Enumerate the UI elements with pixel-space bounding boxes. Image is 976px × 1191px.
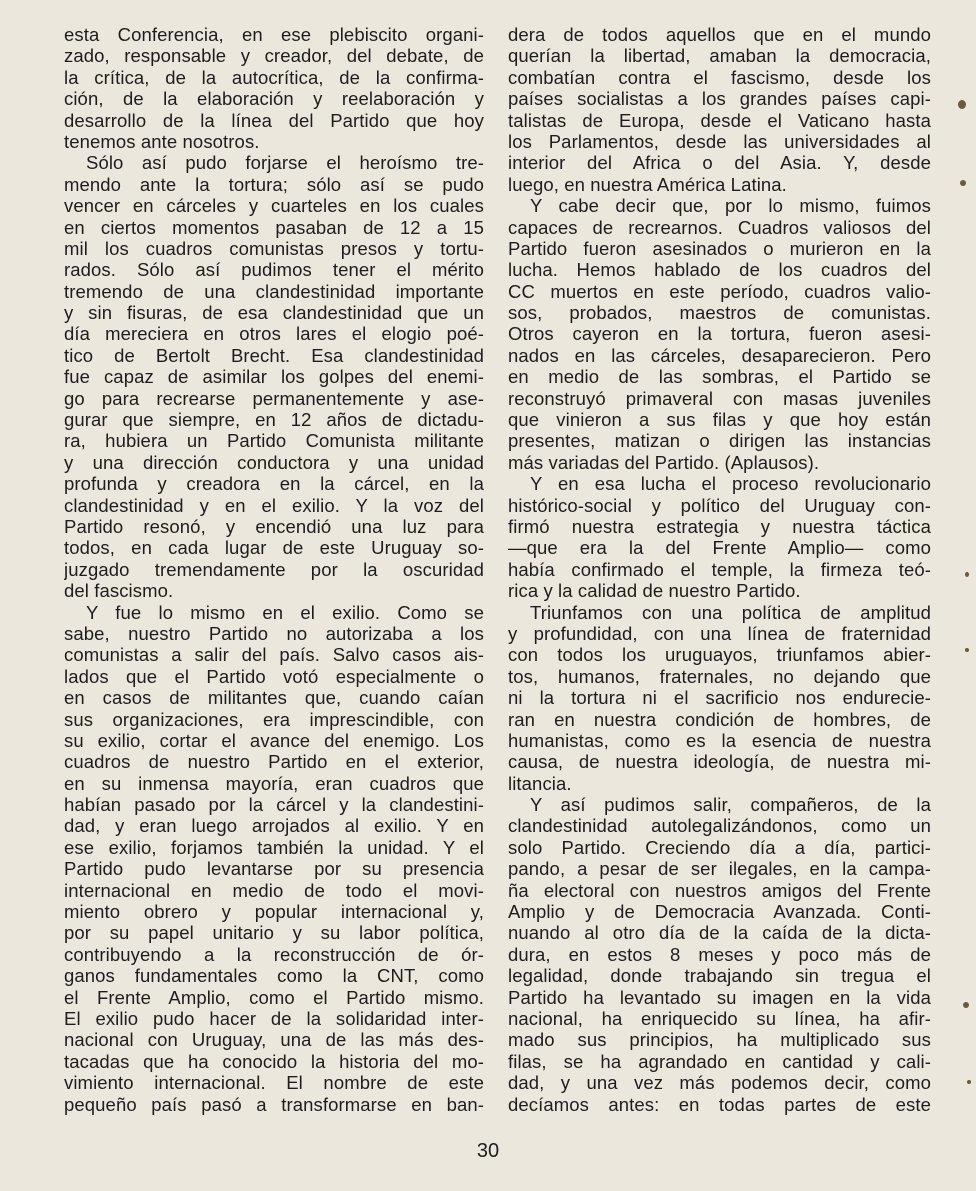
- text-line: talistas de Europa, desde el Vaticano hasta: [508, 109, 931, 131]
- text-line: mil los cuadros comunistas presos y tortu-: [64, 237, 484, 259]
- text-line: solo Partido. Creciendo día a día, partici-: [508, 836, 931, 858]
- text-line: desarrollo de la línea del Partido que hoy: [64, 109, 484, 131]
- text-line: en medio de las sombras, el Partido se: [508, 366, 931, 388]
- text-line: nados en las cárceles, desaparecieron. Pero: [508, 344, 931, 366]
- margin-speck: [967, 1080, 971, 1084]
- text-line: había confirmado el temple, la firmeza teó-: [508, 558, 931, 580]
- text-line: rica y la calidad de nuestro Partido.: [508, 580, 801, 602]
- left-text-column: [64, 24, 484, 1115]
- text-line: causa, de nuestra ideología, de nuestra mi-: [508, 751, 931, 773]
- text-line: dura, en estos 8 meses y poco más de: [508, 943, 931, 965]
- margin-speck: [965, 648, 969, 652]
- text-line: sabe, nuestro Partido no autorizaba a los: [64, 622, 484, 644]
- text-line: vencer en cárceles y cuarteles en los cuales: [64, 195, 484, 217]
- text-line: día mereciera en otros lares el elogio poé-: [64, 323, 484, 345]
- page-number: 30: [476, 1140, 500, 1162]
- text-line: reconstruyó primaveral con masas juveniles: [508, 387, 931, 409]
- text-line: habían pasado por la cárcel y la clandestini-: [64, 794, 484, 816]
- text-line: ra, hubiera un Partido Comunista militante: [64, 430, 484, 452]
- text-line: profunda y creadora en la cárcel, en la: [64, 473, 484, 495]
- text-line: clandestinidad y en el exilio. Y la voz del: [64, 494, 484, 516]
- margin-speck: [960, 180, 966, 186]
- text-line: mado sus principios, ha multiplicado sus: [508, 1029, 931, 1051]
- text-line: Amplio y de Democracia Avanzada. Conti-: [508, 901, 931, 923]
- text-line: nacional, ha enriquecido su línea, ha afir-: [508, 1007, 931, 1029]
- text-line: Y así pudimos salir, compañeros, de la: [530, 794, 931, 816]
- text-line: los Parlamentos, desde las universidades al: [508, 130, 931, 152]
- text-line: —que era la del Frente Amplio— como: [508, 537, 931, 559]
- text-line: tos, humanos, fraternales, no dejando que: [508, 665, 931, 687]
- text-line: en casos de militantes que, cuando caían: [64, 687, 484, 709]
- text-line: gurar que siempre, en 12 años de dictadu-: [64, 409, 484, 431]
- text-line: cuadros de nuestro Partido en el exterior,: [64, 751, 484, 773]
- text-line: internacional en medio de todo el movi-: [64, 879, 484, 901]
- text-line: go para recrearse permanentemente y ase-: [64, 387, 484, 409]
- text-line: juzgado tremendamente por la oscuridad: [64, 558, 484, 580]
- text-line: nuando al otro día de la caída de la dicta-: [508, 922, 931, 944]
- text-line: firmó nuestra estrategia y nuestra táctica: [508, 515, 931, 537]
- text-line: pando, a pesar de ser ilegales, en la campa-: [508, 858, 931, 880]
- text-line: ña electoral con nuestros amigos del Frente: [508, 879, 931, 901]
- text-line: litancia.: [508, 772, 572, 794]
- text-line: Y fue lo mismo en el exilio. Como se: [86, 601, 484, 623]
- text-line: Otros cayeron en la tortura, fueron asesi-: [508, 323, 931, 345]
- text-line: la crítica, de la autocrítica, de la confirma-: [64, 66, 484, 88]
- text-line: ran en nuestra condición de hombres, de: [508, 708, 931, 730]
- text-line: Partido ha levantado su imagen en la vida: [508, 986, 931, 1008]
- text-line: capaces de recrearnos. Cuadros valiosos del: [508, 216, 931, 238]
- text-line: querían la libertad, amaban la democracia,: [508, 45, 931, 67]
- text-line: El exilio pudo hacer de la solidaridad inter-: [64, 1007, 484, 1029]
- text-line: mendo ante la tortura; sólo así se pudo: [64, 173, 484, 195]
- text-line: y una dirección conductora y una unidad: [64, 451, 484, 473]
- text-line: zado, responsable y creador, del debate, de: [64, 45, 484, 67]
- text-line: países socialistas a los grandes países capi-: [508, 88, 931, 110]
- margin-speck: [965, 572, 969, 577]
- margin-speck: [963, 1002, 969, 1008]
- text-line: ese exilio, forjamos también la unidad. Y el: [64, 836, 484, 858]
- text-line: miento obrero y popular internacional y,: [64, 901, 484, 923]
- text-line: Sólo así pudo forjarse el heroísmo tre-: [86, 152, 484, 174]
- text-line: tacadas que ha conocido la historia del mo-: [64, 1050, 484, 1072]
- text-line: presentes, matizan o dirigen las instancias: [508, 430, 931, 452]
- text-line: tremendo de una clandestinidad importante: [64, 280, 484, 302]
- text-line: con todos los uruguayos, triunfamos abier-: [508, 644, 931, 666]
- text-line: CC muertos en este período, cuadros valio-: [508, 280, 931, 302]
- text-line: comunistas a salir del país. Salvo casos ais-: [64, 644, 484, 666]
- text-line: Partido fueron asesinados o murieron en la: [508, 237, 931, 259]
- text-line: y sin fisuras, de esa clandestinidad que un: [64, 302, 484, 324]
- text-line: y profundidad, con una línea de fraternidad: [508, 622, 931, 644]
- text-line: tico de Bertolt Brecht. Esa clandestinidad: [64, 344, 484, 366]
- text-line: Y cabe decir que, por lo mismo, fuimos: [530, 195, 931, 217]
- text-line: ción, de la elaboración y reelaboración y: [64, 88, 484, 110]
- text-line: que vinieron a sus filas y que hoy están: [508, 409, 931, 431]
- text-line: combatían contra el fascismo, desde los: [508, 66, 931, 88]
- text-line: contribuyendo a la reconstrucción de ór-: [64, 943, 484, 965]
- text-line: sos, probados, maestros de comunistas.: [508, 302, 931, 324]
- text-line: ni la tortura ni el sacrificio nos endurecie-: [508, 687, 931, 709]
- text-line: sus organizaciones, era imprescindible, con: [64, 708, 484, 730]
- text-line: pequeño país pasó a transformarse en ban-: [64, 1093, 484, 1115]
- text-line: vimiento internacional. El nombre de este: [64, 1072, 484, 1094]
- text-line: humanistas, como es la esencia de nuestra: [508, 729, 931, 751]
- margin-speck: [958, 100, 966, 109]
- text-line: dera de todos aquellos que en el mundo: [508, 24, 931, 45]
- text-line: legalidad, donde trabajando sin tregua el: [508, 965, 931, 987]
- text-line: Partido resonó, y encendió una luz para: [64, 515, 484, 537]
- text-line: ganos fundamentales como la CNT, como: [64, 965, 484, 987]
- text-line: Y en esa lucha el proceso revolucionario: [530, 473, 931, 495]
- text-line: del fascismo.: [64, 580, 174, 602]
- right-text-column: [508, 24, 931, 1115]
- text-line: histórico-social y político del Uruguay con-: [508, 494, 931, 516]
- text-line: interior del Africa o del Asia. Y, desde: [508, 152, 931, 174]
- text-line: lucha. Hemos hablado de los cuadros del: [508, 259, 931, 281]
- text-line: dad, y una vez más podemos decir, como: [508, 1072, 931, 1094]
- text-line: clandestinidad autolegalizándonos, como un: [508, 815, 931, 837]
- text-line: fue capaz de asimilar los golpes del enemi-: [64, 366, 484, 388]
- text-line: en su inmensa mayoría, eran cuadros que: [64, 772, 484, 794]
- text-line: nacional con Uruguay, una de las más des-: [64, 1029, 484, 1051]
- text-line: su exilio, cortar el avance del enemigo. Los: [64, 729, 484, 751]
- text-line: más variadas del Partido. (Aplausos).: [508, 451, 820, 473]
- text-line: rados. Sólo así pudimos tener el mérito: [64, 259, 484, 281]
- text-line: filas, se ha agrandado en cantidad y cali-: [508, 1050, 931, 1072]
- text-line: esta Conferencia, en ese plebiscito organi-: [64, 24, 484, 45]
- text-line: decíamos antes: en todas partes de este: [508, 1093, 931, 1115]
- text-line: el Frente Amplio, como el Partido mismo.: [64, 986, 484, 1008]
- text-line: tenemos ante nosotros.: [64, 130, 260, 152]
- text-line: luego, en nuestra América Latina.: [508, 173, 787, 195]
- text-line: Triunfamos con una política de amplitud: [530, 601, 931, 623]
- text-line: en ciertos momentos pasaban de 12 a 15: [64, 216, 484, 238]
- text-line: dad, y eran luego arrojados al exilio. Y en: [64, 815, 484, 837]
- text-line: por su papel unitario y su labor política,: [64, 922, 484, 944]
- text-line: lados que el Partido votó especialmente o: [64, 665, 484, 687]
- text-line: Partido pudo levantarse por su presencia: [64, 858, 484, 880]
- text-line: todos, en cada lugar de este Uruguay so-: [64, 537, 484, 559]
